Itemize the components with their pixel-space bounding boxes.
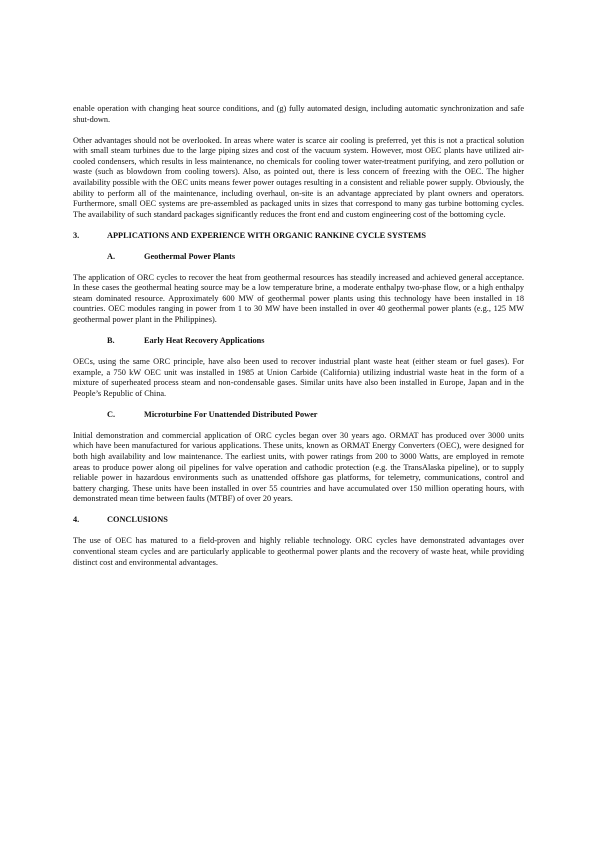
paragraph-geothermal: The application of ORC cycles to recover the heat from geothermal resources has steadily increased and achieved general acceptance. In these cases the geothermal heating source may be a low temperature brine, a moderate enthalpy two-phase flow, or a high enthalpy steam dominated resource. Approximately 600 MW of geothermal power plants using this technology have been installed in 18 countries. OEC modules ranging in power from 1 to 30 MW have been installed in over 40 geothermal power plants (e.g., 125 MW geothermal power plant in the Philippines). xyxy=(73,272,524,325)
section-heading-applications xyxy=(73,231,524,242)
paragraph-microturbine: Initial demonstration and commercial application of ORC cycles began over 30 years ago. ORMAT has produced over 3000 units which have been manufactured for various applications. These units, known as ORMAT Energy Converters (OEC), were designed for both high availability and low maintenance. The earliest units, with power ratings from 200 to 3000 Watts, are employed in remote areas to produce power along oil pipelines for valve operation and cathodic protection (e.g. the TransAlaska pipeline), or to supply reliable power in hazardous environments such as unattended offshore gas platforms, for telemetry, communications, control and battery charging. These units have been installed in over 55 countries and have accumulated over 150 million operating hours, with demonstrated mean time between faults (MTBF) of over 20 years. xyxy=(73,430,524,504)
document-page xyxy=(73,104,524,578)
subsection-letter: B. xyxy=(107,336,115,346)
subsection-title: Early Heat Recovery Applications xyxy=(144,336,265,346)
subsection-letter: C. xyxy=(107,409,116,419)
paragraph-heat-source-conditions: enable operation with changing heat source conditions, and (g) fully automated design, including automatic synchronization and safe shut-down. xyxy=(73,104,524,124)
section-title: APPLICATIONS AND EXPERIENCE WITH ORGANIC RANKINE CYCLE SYSTEMS xyxy=(107,230,426,240)
subsection-letter: A. xyxy=(107,251,116,261)
paragraph-conclusions: The use of OEC has matured to a field-proven and highly reliable technology. ORC cycles have demonstrated advantages over conventional steam cycles and are particularly applicable to geothermal power plants and the recovery of waste heat, while providing distinct cost and environmental advantages. xyxy=(73,536,524,567)
section-number: 4. xyxy=(73,515,80,525)
subsection-heading-geothermal xyxy=(73,252,524,263)
subsection-title: Microturbine For Unattended Distributed Power xyxy=(144,409,318,419)
section-heading-conclusions xyxy=(73,515,524,526)
subsection-heading-microturbine xyxy=(73,410,524,421)
subsection-heading-heat-recovery xyxy=(73,336,524,347)
section-title: CONCLUSIONS xyxy=(107,515,168,525)
paragraph-heat-recovery: OECs, using the same ORC principle, have also been used to recover industrial plant waste heat (either steam or fuel gases). For example, a 750 kW OEC unit was installed in 1985 at Union Carbide (California) utilizing industrial waste heat in the form of a mixture of superheated process steam and non-condensable gases. Similar units have also been installed in Europe, Japan and in the People’s Republic of China. xyxy=(73,357,524,398)
paragraph-other-advantages: Other advantages should not be overlooked. In areas where water is scarce air cooling is preferred, yet this is not a practical solution with small steam turbines due to the large piping sizes and cost of the vacuum system. However, most OEC plants have utilized air-cooled condensers, which results in less maintenance, no chemicals for cooling tower water-treatment purifying, and zero pollution or waste (such as blowdown from cooling towers). Also, as pointed out, there is less concern of freezing with the OEC. The higher availability possible with the OEC units means fewer power outages resulting in a consistent and reliable power supply. Obviously, the ability to perform all of the maintenance, including overhaul, on-site is an advantage appreciated by plant owners and operators. Furthermore, small OEC systems are pre-assembled as packaged units in sizes that correspond to many gas turbine bottoming cycles. The availability of such standard packages significantly reduces the front end and custom engineering cost of the bottoming cycle. xyxy=(73,135,524,219)
subsection-title: Geothermal Power Plants xyxy=(144,251,236,261)
section-number: 3. xyxy=(73,230,80,240)
